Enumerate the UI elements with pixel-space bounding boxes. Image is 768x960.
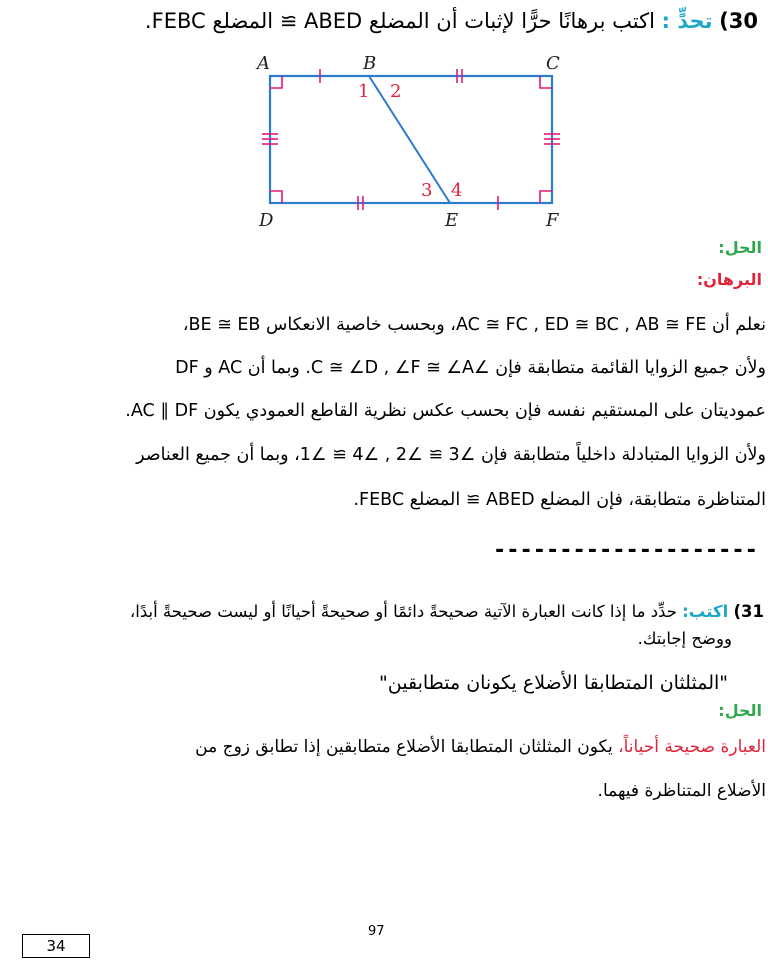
vertex-c: C: [546, 53, 560, 74]
vertex-b: B: [363, 53, 377, 74]
page-number: 97: [368, 924, 385, 939]
right-angle-c: [540, 76, 552, 88]
angle-3: 3: [421, 180, 433, 201]
problem-31-quote: "المثلثان المتطابقا الأضلاع يكونان متطابقين": [379, 672, 728, 694]
solution-31-label: الحل:: [718, 701, 762, 720]
problem-31-text-2: ووضح إجابتك.: [637, 629, 732, 648]
section-separator: --------------------: [493, 538, 758, 563]
problem-30-statement: [145, 8, 758, 34]
angle-2: 2: [390, 81, 402, 102]
answer-explanation: يكون المثلثان المتطابقا الأضلاع متطابقين إذا تطابق زوج من: [195, 737, 619, 757]
right-angle-marks: [270, 76, 552, 203]
rectangle-figure: [240, 50, 580, 235]
problem-number: 31): [733, 602, 764, 621]
rectangle-outline: [270, 76, 552, 203]
solution-31-line-2: الأضلاع المتناظرة فيهما.: [597, 781, 766, 801]
proof-line-2: ولأن جميع الزوايا القائمة متطابقة فإن ∠C ≅ ∠D , ∠F ≅ ∠A. وبما أن AC و DF: [175, 358, 766, 378]
problem-tag: تحدٍّ :: [661, 9, 713, 33]
angle-4: 4: [451, 180, 463, 201]
segment-be: [369, 76, 450, 203]
right-angle-d: [270, 191, 282, 203]
right-angle-a: [270, 76, 282, 88]
vertex-a: A: [257, 53, 270, 74]
problem-text: اكتب برهانًا حرًّا لإثبات أن المضلع ABED ≅ المضلع FEBC.: [144, 9, 655, 33]
section-number-box: 34: [22, 934, 90, 958]
problem-tag: اكتب:: [682, 602, 729, 621]
angle-1: 1: [358, 81, 370, 102]
proof-line-3: عموديتان على المستقيم نفسه فإن بحسب عكس نظرية القاطع العمودي يكون AC ∥ DF.: [125, 401, 766, 421]
problem-31-statement: [130, 601, 764, 623]
problem-text: حدِّد ما إذا كانت العبارة الآتية صحيحةً دائمًا أو صحيحةً أحيانًا أو ليست صحيحةً أبدًا،: [129, 602, 677, 621]
congruence-ticks: [262, 69, 560, 210]
vertex-d: D: [259, 210, 274, 231]
right-angle-f: [540, 191, 552, 203]
proof-line-5: المتناظرة متطابقة، فإن المضلع ABED ≅ المضلع FEBC.: [353, 490, 766, 510]
solution-30-label: الحل:: [718, 238, 762, 257]
answer-highlight: العبارة صحيحة أحياناً،: [618, 737, 766, 757]
proof-line-1: نعلم أن AC ≅ FC , ED ≅ BC , AB ≅ FE، وبحسب خاصية الانعكاس BE ≅ EB،: [182, 315, 766, 335]
solution-31-line-1: [195, 737, 766, 757]
proof-line-4: ولأن الزوايا المتبادلة داخلياً متطابقة فإن ∠3 ≅ ∠2 , ∠4 ≅ ∠1، وبما أن جميع العناصر: [136, 445, 766, 465]
problem-number: 30): [719, 9, 758, 33]
vertex-e: E: [445, 210, 459, 231]
proof-label: البرهان:: [696, 270, 762, 289]
vertex-f: F: [546, 210, 559, 231]
